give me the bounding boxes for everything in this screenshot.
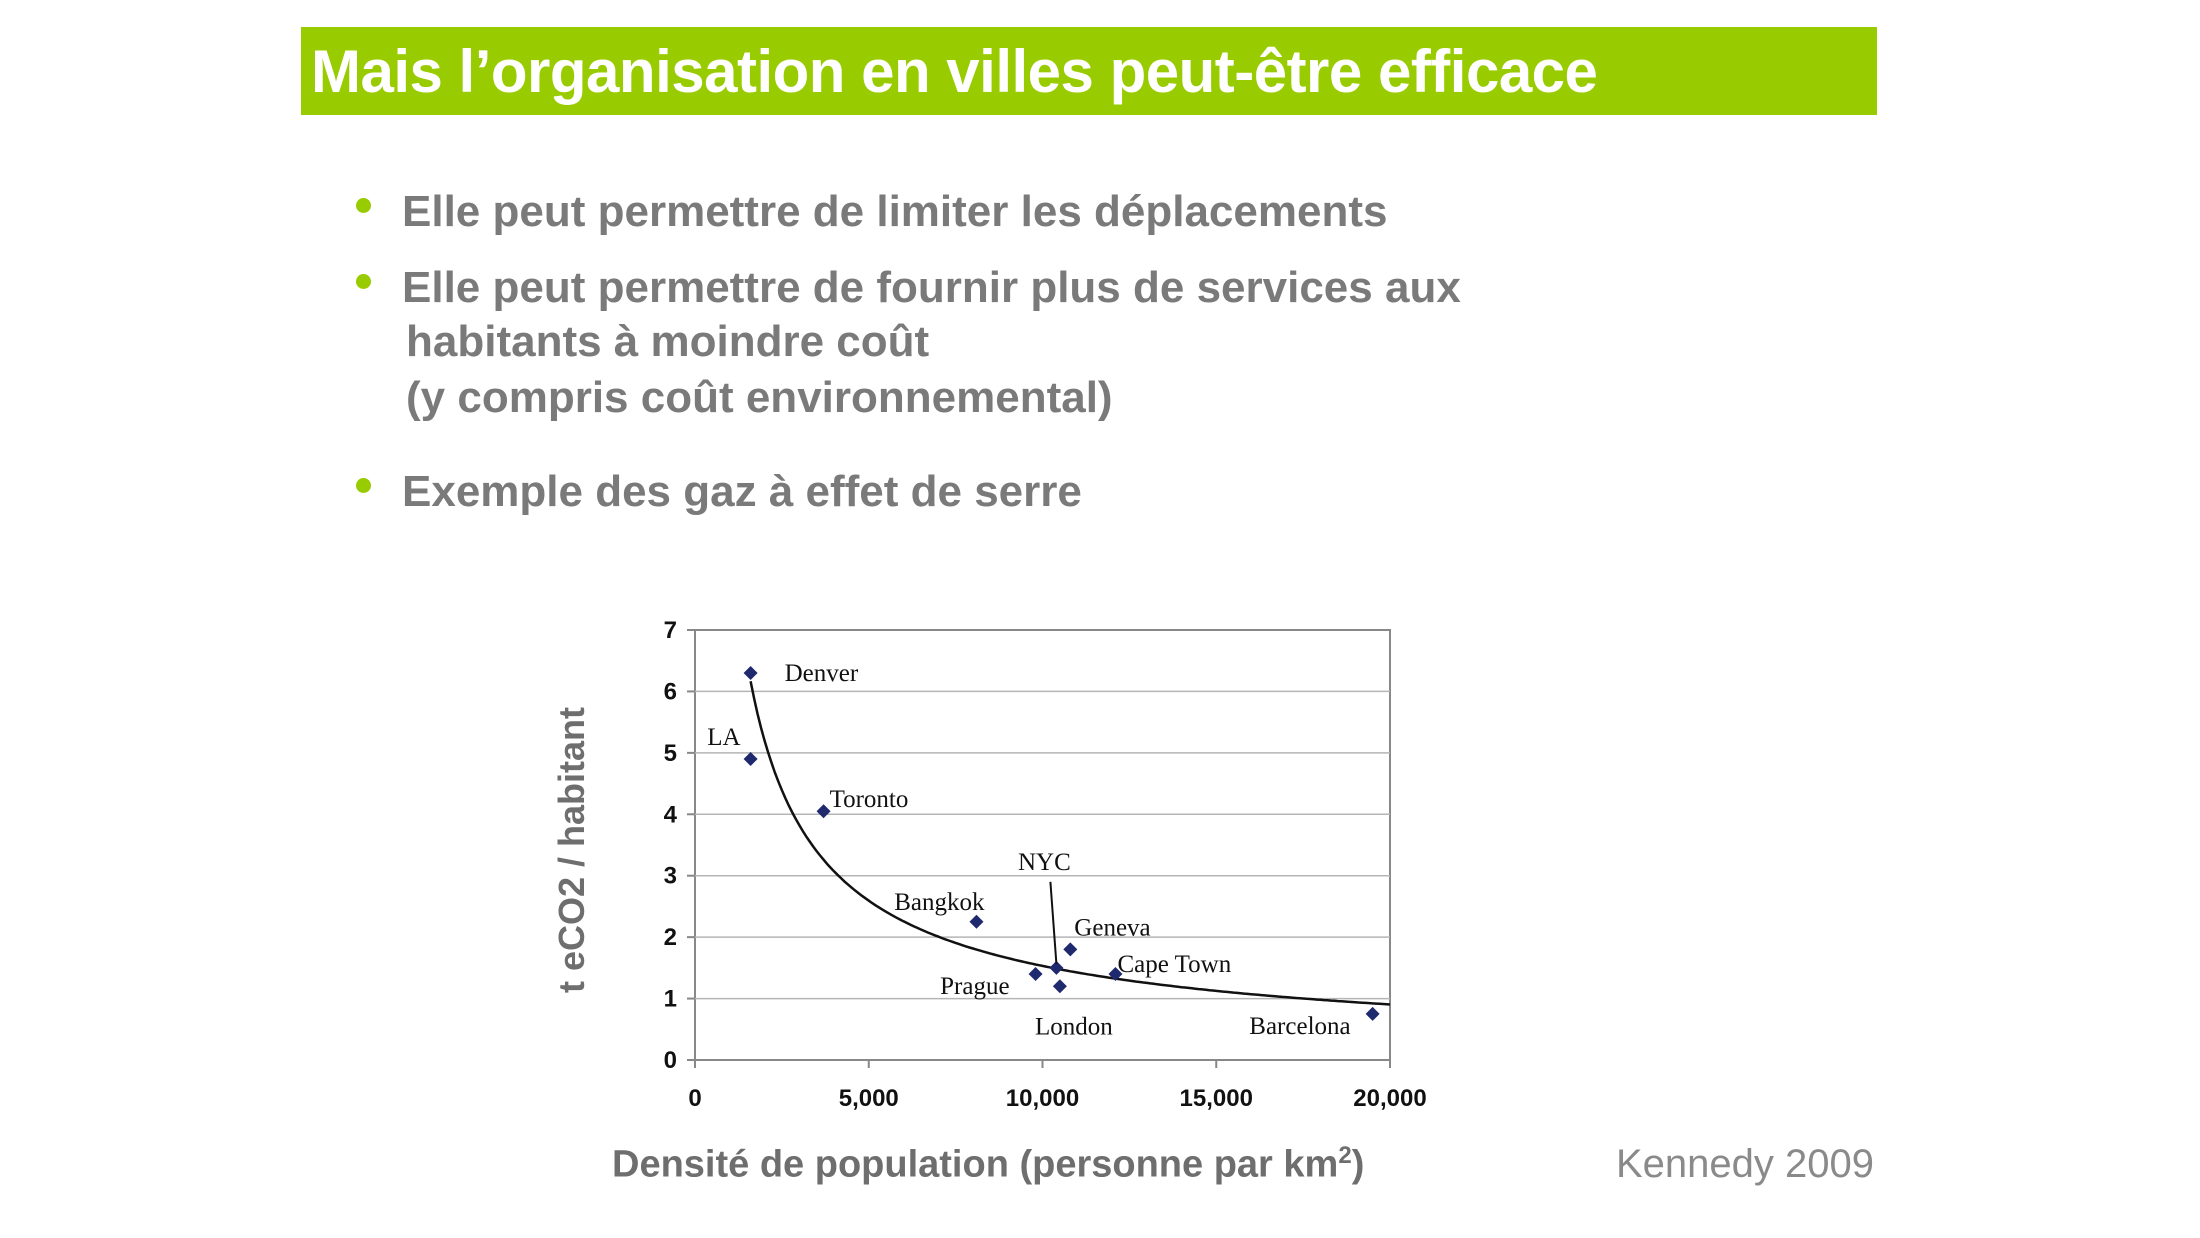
source-citation: Kennedy 2009 — [1616, 1142, 1875, 1186]
point-label: Bangkok — [894, 888, 985, 916]
y-tick-label: 4 — [663, 801, 677, 829]
y-tick-label: 0 — [663, 1047, 677, 1074]
bullet-2-line-3: (y compris coût environnemental) — [406, 373, 1113, 422]
y-tick-label: 3 — [663, 862, 677, 890]
x-tick-label: 5,000 — [838, 1085, 899, 1112]
x-tick-label: 20,000 — [1353, 1085, 1427, 1112]
point-label: NYC — [1018, 848, 1071, 876]
plot-area — [695, 630, 1390, 1060]
point-label: Denver — [784, 660, 859, 687]
point-label: Prague — [940, 973, 1010, 1000]
point-label: Barcelona — [1249, 1012, 1351, 1040]
bullet-2-line-1: Elle peut permettre de fournir plus de services aux — [402, 263, 1461, 312]
x-axis-label-text: Densité de population (personne par km — [612, 1143, 1339, 1186]
point-label: London — [1034, 1013, 1113, 1041]
x-axis-label-end: ) — [1351, 1143, 1365, 1186]
bullet-3-line-1: Exemple des gaz à effet de serre — [402, 467, 1082, 516]
y-axis-label: t eCO2 / habitant — [551, 706, 592, 994]
point-label: LA — [707, 724, 741, 751]
y-tick-label: 6 — [663, 678, 677, 706]
y-tick-label: 2 — [663, 924, 677, 952]
y-tick-label: 7 — [663, 617, 677, 644]
point-label: Geneva — [1074, 914, 1151, 942]
slide-title: Mais l’organisation en villes peut-être efficace — [311, 38, 1598, 105]
x-axis-label-superscript: 2 — [1338, 1142, 1352, 1169]
x-axis-label — [612, 1142, 1364, 1187]
x-tick-label: 15,000 — [1179, 1085, 1253, 1112]
bullet-1-line-1: Elle peut permettre de limiter les déplacements — [402, 187, 1388, 236]
point-label: Cape Town — [1117, 951, 1232, 978]
y-tick-label: 5 — [663, 739, 677, 767]
y-tick-label: 1 — [663, 985, 677, 1013]
bullet-2-line-2: habitants à moindre coût — [406, 317, 930, 366]
point-label: Toronto — [829, 786, 909, 814]
x-tick-label: 0 — [688, 1085, 702, 1112]
x-tick-label: 10,000 — [1005, 1085, 1080, 1112]
